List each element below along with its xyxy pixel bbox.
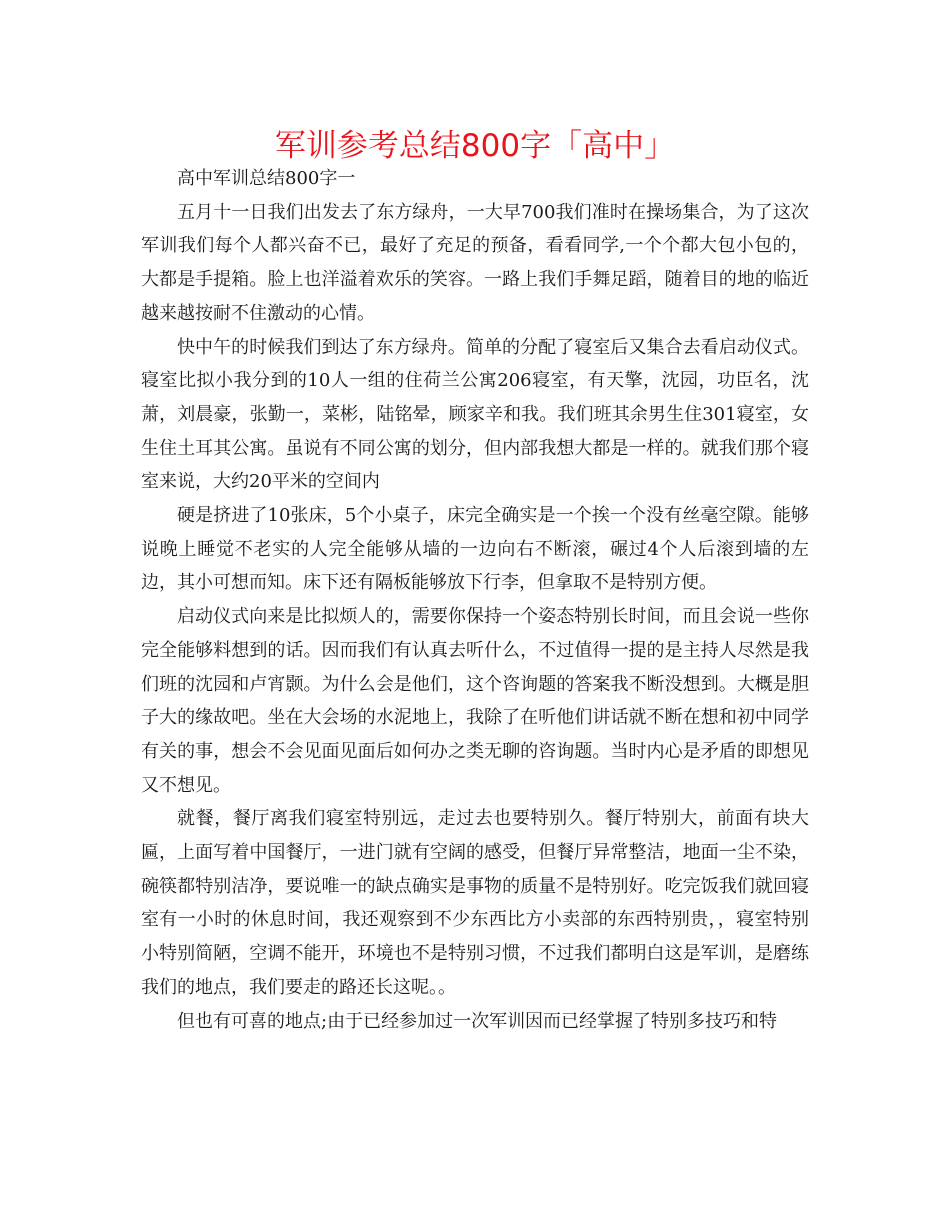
- subtitle-paragraph: 高中军训总结800字一: [177, 168, 356, 189]
- body-paragraph: 但也有可喜的地点;由于已经参加过一次军训因而已经掌握了特别多技巧和特: [177, 1010, 778, 1032]
- document-title: 军训参考总结800字「高中」: [274, 128, 676, 164]
- body-paragraph: 硬是挤进了10张床，5个小桌子，床完全确实是一个挨一个没有丝毫空隙。能够说晚上睡觉不老实的人完全能够从墙的一边向右不断滚，碾过4个人后滚到墙的左边，其小可想而知。床下还有隔板能够放下行李，但拿取不是特别方便。: [141, 505, 809, 594]
- body-paragraph: 就餐，餐厅离我们寝室特别远，走过去也要特别久。餐厅特别大，前面有块大匾，上面写着中国餐厅，一进门就有空阔的感受，但餐厅异常整洁，地面一尘不染，碗筷都特别洁净，要说唯一的缺点确实是事物的质量不是特别好。吃完饭我们就回寝室有一小时的休息时间，我还观察到不少东西比方小卖部的东西特别贵，，寝室特别小特别简陋，空调不能开，环境也不是特别习惯，不过我们都明白这是军训，是磨练我们的地点，我们要走的路还长这呢。。: [141, 808, 809, 998]
- body-paragraph: 五月十一日我们出发去了东方绿舟，一大早700我们准时在操场集合，为了这次军训我们每个人都兴奋不已，最好了充足的预备，看看同学,一个个都大包小包的，大都是手提箱。脸上也洋溢着欢乐的笑容。一路上我们手舞足蹈，随着目的地的临近越来越按耐不住激动的心情。: [141, 201, 809, 324]
- body-paragraph: 启动仪式向来是比拟烦人的，需要你保持一个姿态特别长时间，而且会说一些你完全能够料想到的话。因而我们有认真去听什么，不过值得一提的是主持人尽然是我们班的沈园和卢宵颢。为什么会是他们，这个咨询题的答案我不断没想到。大概是胆子大的缘故吧。坐在大会场的水泥地上，我除了在听他们讲话就不断在想和初中同学有关的事，想会不会见面见面后如何办之类无聊的咨询题。当时内心是矛盾的即想见又不想见。: [141, 606, 809, 796]
- body-paragraph: 快中午的时候我们到达了东方绿舟。简单的分配了寝室后又集合去看启动仪式。寝室比拟小我分到的10人一组的住荷兰公寓206寝室，有天擎，沈园，功臣名，沈萧，刘晨豪，张勤一，菜彬，陆铭晕，顾家辛和我。我们班其余男生住301寝室，女生住土耳其公寓。虽说有不同公寓的划分，但内部我想大都是一样的。就我们那个寝室来说，大约20平米的空间内: [141, 336, 809, 493]
- document-body: [141, 162, 809, 1038]
